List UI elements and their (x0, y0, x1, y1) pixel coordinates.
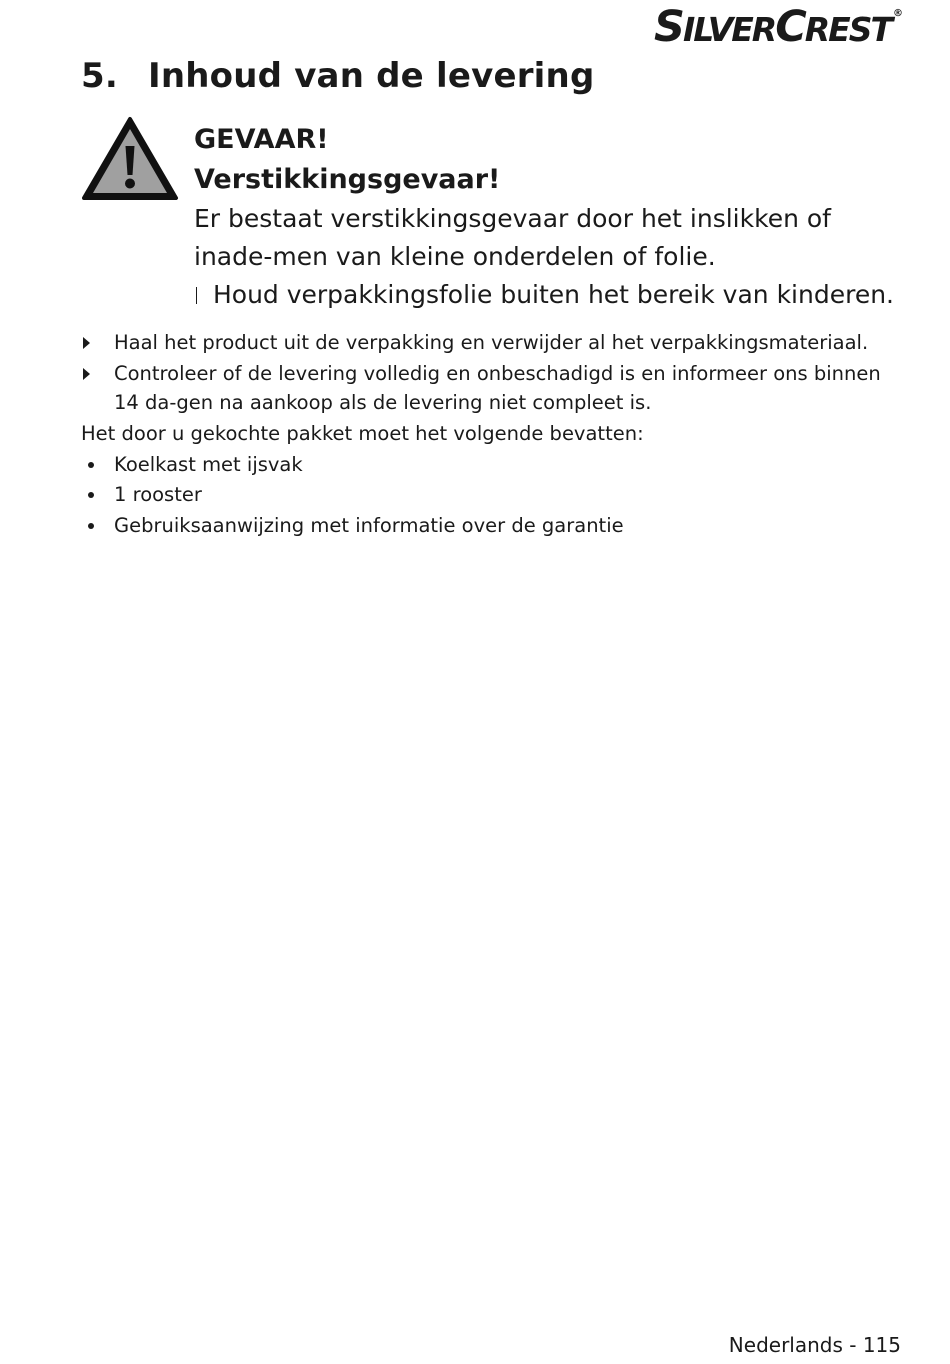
arrow-bullet-icon (83, 337, 90, 349)
bullet-dot-icon (88, 462, 94, 468)
warning-subtitle: Verstikkingsgevaar! (194, 164, 501, 195)
bullet-dot-icon (88, 523, 94, 529)
warning-triangle-icon (81, 116, 179, 202)
warning-block (194, 120, 894, 314)
logo-letters: REST (804, 10, 891, 49)
instruction-text: Haal het product uit de verpakking en verwijder al het verpakkingsmateriaal. (114, 331, 869, 354)
logo-letter: S (653, 2, 683, 52)
square-bullet-icon (196, 287, 197, 304)
warning-title: GEVAAR! (194, 124, 329, 155)
contents-intro: Het door u gekochte pakket moet het volgende bevatten: (81, 422, 644, 445)
bullet-dot-icon (88, 492, 94, 498)
section-number: 5. (81, 56, 118, 96)
section-title: Inhoud van de levering (148, 56, 595, 96)
list-item-text: Gebruiksaanwijzing met informatie over de garantie (114, 513, 624, 537)
logo-letters: ILVER (682, 10, 776, 49)
instruction-step (81, 328, 911, 357)
arrow-bullet-icon (83, 368, 90, 380)
list-item (81, 480, 911, 509)
section-heading (81, 56, 594, 96)
list-item-text: 1 rooster (114, 483, 202, 506)
page-footer: Nederlands - 115 (728, 1333, 901, 1357)
warning-bullet (194, 276, 894, 314)
list-item (81, 511, 911, 540)
list-item (81, 450, 911, 479)
silvercrest-logo (654, 2, 903, 52)
warning-text: Er bestaat verstikkingsgevaar door het inslikken of inade-men van kleine onderdelen of folie. (194, 204, 831, 271)
registered-mark: ® (893, 8, 903, 19)
instruction-step (81, 359, 911, 417)
instruction-text: Controleer of de levering volledig en onbeschadigd is en informeer ons binnen 14 da-gen na aankoop als de levering niet compleet is. (114, 362, 881, 414)
logo-letter: C (775, 2, 805, 52)
warning-bullet-text: Houd verpakkingsfolie buiten het bereik van kinderen. (212, 280, 894, 309)
instructions (81, 328, 911, 540)
list-item-text: Koelkast met ijsvak (114, 452, 303, 476)
